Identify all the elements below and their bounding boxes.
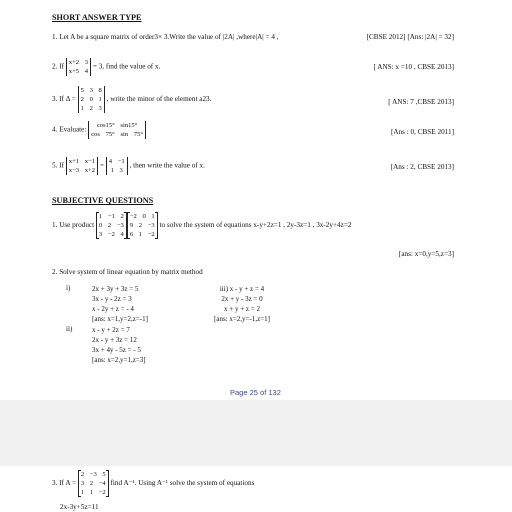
matrix-row: x+2 3 (68, 59, 89, 66)
subjective-q1-post: to solve the system of equations x-y+2z=1 , 2y-3z=1 , 3x-2y+4z=2 (159, 221, 352, 230)
short-q5-determinant-left (66, 157, 98, 175)
subjective-q2-ii-system (92, 325, 146, 365)
short-q2-post: = 3, find the value of x. (92, 62, 161, 71)
section-heading-short: SHORT ANSWER TYPE (52, 13, 142, 22)
matrix-row: 2 0 1 (80, 96, 102, 103)
short-q5-determinant-right (106, 157, 128, 175)
short-q1-text: 1. Let A be a square matrix of order3× 3.Write the value of |2A| ,where|A| = 4 , (52, 33, 279, 41)
short-q5-post: , then write the value of x. (129, 161, 205, 170)
short-q1-answer: [CBSE 2012] [Ans: |2A| = 32] (366, 33, 454, 41)
short-q5 (52, 157, 205, 175)
matrix-row: 5 3 8 (80, 87, 102, 94)
matrix-row: 1 −1 2 (98, 213, 124, 220)
equation-line: x - y + 2z = 7 (92, 326, 130, 334)
short-q4-determinant (88, 121, 146, 139)
matrix-row: 1 1 −2 (80, 489, 106, 496)
equation-line: 2x + 3y + 3z = 5 (92, 285, 139, 293)
equation-line: 2x + y - 3z = 0 (221, 295, 263, 303)
equation-answer: [ans: x=2,y=1,z=3] (92, 356, 146, 364)
matrix-row: 3 −2 4 (98, 231, 124, 238)
short-q4-pre: 4. Evaluate: (52, 125, 87, 134)
matrix-row: −2 0 1 (129, 213, 155, 220)
subjective-q3-post: find A⁻¹. Using A⁻¹ solve the system of equations (110, 479, 255, 488)
equation-line: iii) x - y + z = 4 (219, 285, 265, 293)
equation-line: 2x - y + 3z = 12 (92, 336, 137, 344)
short-q5-pre: 5. If (52, 161, 64, 170)
subjective-q3-equation-start: 2x-3y+5z=11 (60, 503, 99, 511)
matrix-row: 0 2 −3 (98, 222, 124, 229)
matrix-row: x+5 4 (68, 68, 89, 75)
matrix-row: x+1 x−1 (68, 158, 96, 165)
subjective-q1-pre: 1. Use product (52, 221, 95, 230)
short-q2-pre: 2. If (52, 62, 64, 71)
matrix-row: 3 2 −4 (80, 480, 106, 487)
subjective-q1-answer: [ans: x=0,y=5,z=3] (398, 250, 454, 258)
short-q2-determinant (66, 58, 91, 76)
matrix-row: cos 75° sin 75° (91, 131, 144, 138)
short-q2-answer: [ ANS: x =10 , CBSE 2013] (373, 63, 454, 71)
subjective-q3-pre: 3. If A = (52, 479, 77, 488)
subjective-q2-iii-system (214, 284, 270, 324)
equation-answer: [ans: x=2,y=-1,z=1] (214, 315, 270, 323)
short-q3 (52, 86, 211, 113)
matrix-row: 2 −3 5 (80, 471, 106, 478)
subjective-q2-i-system (92, 284, 148, 324)
short-q3-answer: [ ANS: 7 ,CBSE 2013] (388, 98, 454, 106)
subjective-q1-matrix-b (127, 212, 158, 239)
equation-line: 3x + 4y - 5z = - 5 (92, 346, 141, 354)
matrix-row: 6 1 −2 (129, 231, 155, 238)
subjective-q1 (52, 212, 351, 239)
matrix-row: cos15° sin15° (96, 122, 138, 129)
page-number: Page 25 of 132 (230, 388, 281, 397)
subjective-q2-i-label: i) (66, 284, 71, 292)
short-q5-answer: [Ans : 2, CBSE 2013] (390, 163, 454, 171)
matrix-row: 4 −1 (108, 158, 125, 165)
subjective-q1-matrix-a (96, 212, 127, 239)
matrix-row: x−3 x+2 (68, 167, 96, 174)
short-q4-answer: [Ans : 0, CBSE 2011] (390, 128, 454, 136)
short-q2 (52, 58, 160, 76)
short-q3-determinant (78, 86, 105, 113)
matrix-row: 1 3 (110, 167, 123, 174)
subjective-q2-ii-label: ii) (66, 325, 73, 333)
subjective-q3 (52, 470, 254, 497)
short-q3-post: , write the minor of the element a23. (106, 95, 212, 104)
subjective-q3-matrix (78, 470, 109, 497)
page-break-gap (0, 400, 512, 466)
short-q4 (52, 121, 146, 139)
matrix-row: 9 2 −3 (129, 222, 155, 229)
section-heading-subjective: SUBJECTIVE QUESTIONS (52, 196, 154, 205)
short-q3-pre: 3. If Δ = (52, 95, 76, 104)
matrix-row: 1 2 3 (80, 105, 102, 112)
subjective-q2-title: 2. Solve system of linear equation by matrix method (52, 268, 203, 276)
equation-line: x + y + z = 2 (224, 305, 260, 313)
equation-line: 3x - y - 2z = 3 (92, 295, 132, 303)
short-q5-equals: = (99, 161, 104, 170)
equation-line: x - 2y + z = - 4 (92, 305, 134, 313)
equation-answer: [ans: x=1,y=2,z=-1] (92, 315, 148, 323)
